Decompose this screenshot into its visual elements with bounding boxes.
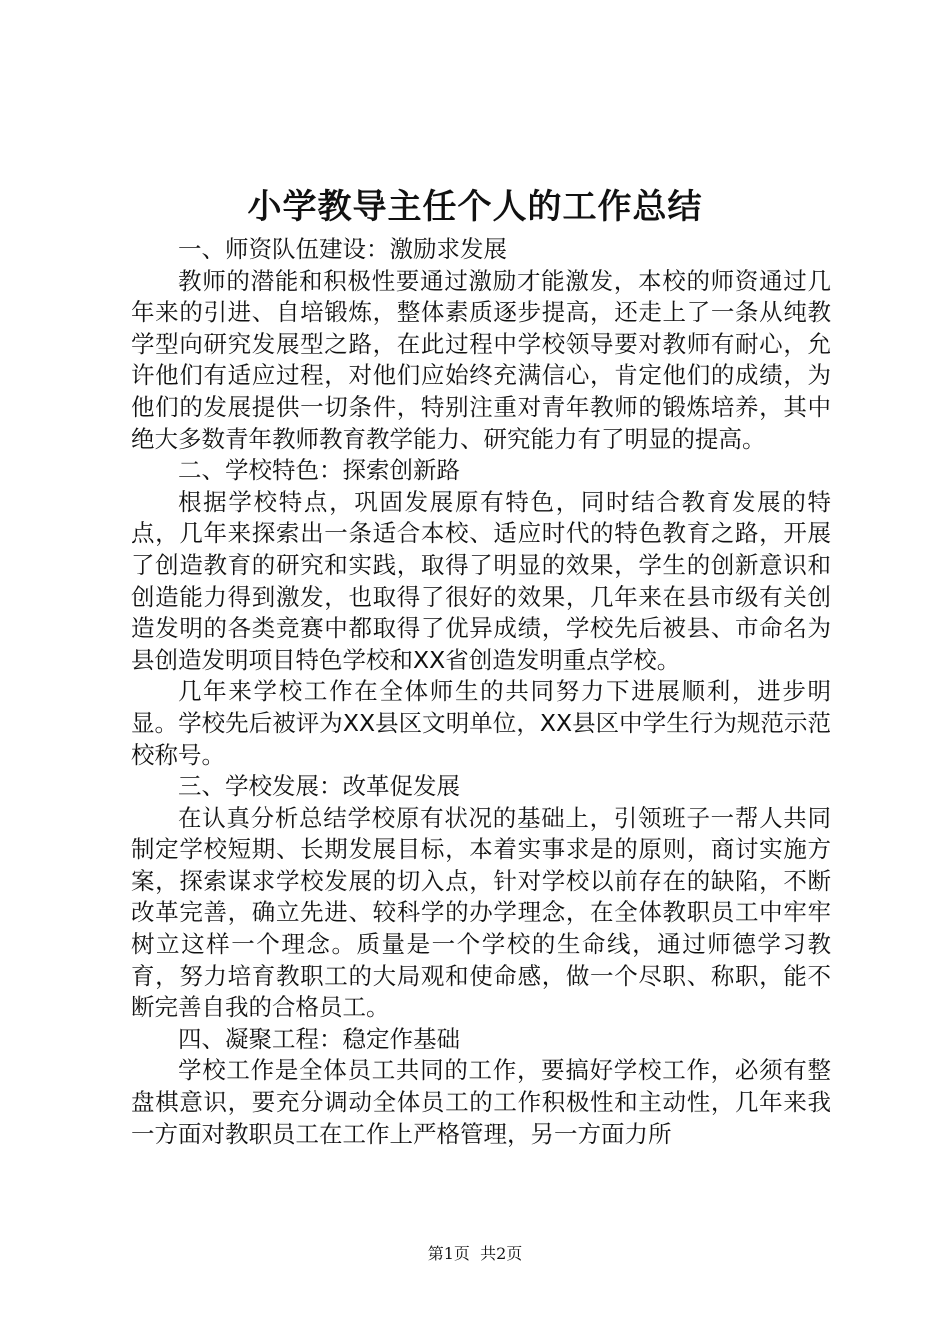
document-title: 小学教导主任个人的工作总结 xyxy=(247,187,703,227)
section-heading-1: 一、师资队伍建设：激励求发展 xyxy=(178,235,507,263)
paragraph-1: 教师的潜能和积极性要通过激励才能激发，本校的师资通过几年来的引进、自培锻炼，整体素质逐步提高，还走上了一条从纯教学型向研究发展型之路，在此过程中学校领导要对教师有耐心，允许他们有适应过程，对他们应始终充满信心，肯定他们的成绩，为他们的发展提供一切条件，特别注重对青年教师的锻炼培养，其中绝大多数青年教师教育教学能力、研究能力有了明显的提高。 xyxy=(131,266,831,453)
paragraph-2: 根据学校特点，巩固发展原有特色，同时结合教育发展的特点，几年来探索出一条适合本校、适应时代的特色教育之路，开展了创造教育的研究和实践，取得了明显的效果，学生的创新意识和创造能力得到激发，也取得了很好的效果，几年来在县市级有关创造发明的各类竞赛中都取得了优异成绩，学校先后被县、市命名为县创造发明项目特色学校和XX省创造发明重点学校。 xyxy=(131,487,831,674)
section-heading-3: 三、学校发展：改革促发展 xyxy=(178,772,460,801)
section-heading-4: 四、凝聚工程：稳定作基础 xyxy=(178,1024,460,1053)
paragraph-5: 学校工作是全体员工共同的工作，要搞好学校工作，必须有整盘棋意识，要充分调动全体员工的工作积极性和主动性，几年来我一方面对教职员工在工作上严格管理，另一方面力所 xyxy=(131,1056,831,1148)
section-heading-2: 二、学校特色：探索创新路 xyxy=(178,456,460,485)
page-number-footer: 第1页 共2页 xyxy=(427,1244,523,1263)
paragraph-3: 几年来学校工作在全体师生的共同努力下进展顺利，进步明显。学校先后被评为XX县区文明单位，XX县区中学生行为规范示范校称号。 xyxy=(131,677,831,769)
document-body xyxy=(131,234,831,1150)
paragraph-4: 在认真分析总结学校原有状况的基础上，引领班子一帮人共同制定学校短期、长期发展目标，本着实事求是的原则，商讨实施方案，探索谋求学校发展的切入点，针对学校以前存在的缺陷，不断改革完善，确立先进、较科学的办学理念，在全体教职员工中牢牢树立这样一个理念。质量是一个学校的生命线，通过师德学习教育，努力培育教职工的大局观和使命感，做一个尽职、称职，能不断完善自我的合格员工。 xyxy=(131,803,831,1022)
